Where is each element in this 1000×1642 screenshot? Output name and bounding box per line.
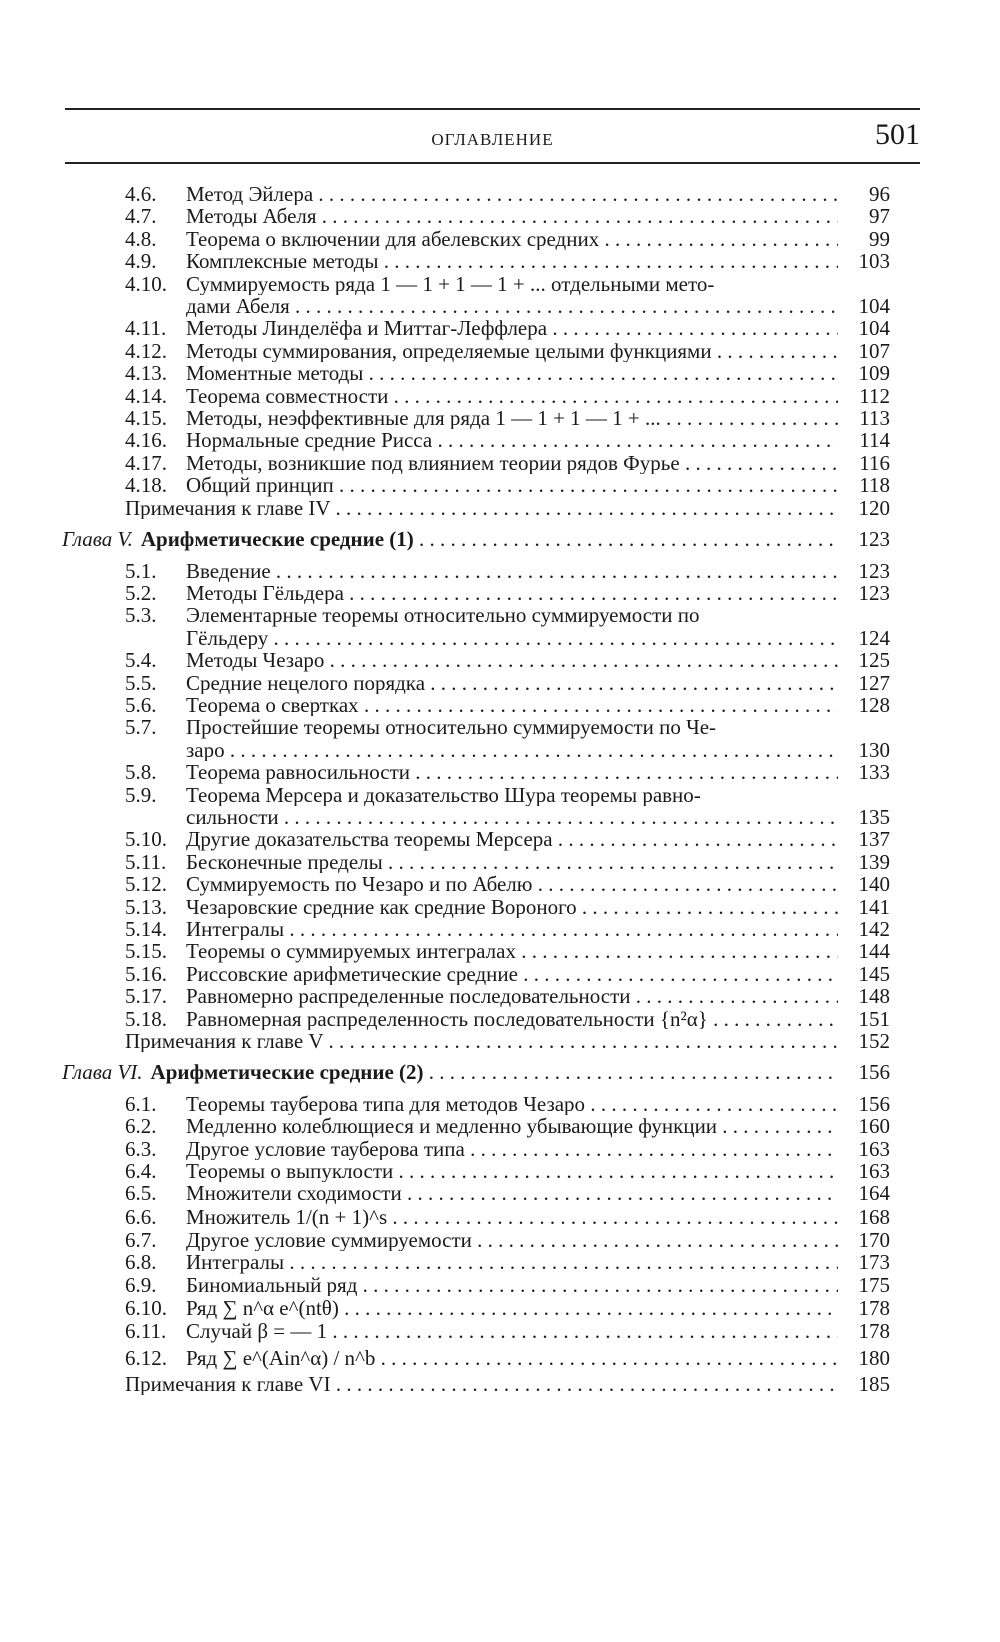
toc-notes-entry <box>125 497 890 519</box>
toc-entry <box>125 1115 890 1137</box>
toc-entry <box>125 896 890 918</box>
section-number: 4.9. <box>125 249 157 274</box>
toc-entry <box>125 407 890 429</box>
page-ref: 96 <box>869 182 890 206</box>
section-number: 5.10. <box>125 827 167 852</box>
section-title: Случай β = — 1 . . . <box>186 1320 838 1342</box>
section-title: Моментные методы . . . <box>186 362 838 384</box>
page-ref: 125 <box>858 648 890 673</box>
section-title: Простейшие теоремы относительно суммируемости по Че- <box>186 716 717 739</box>
section-number: 5.9. <box>125 782 157 807</box>
toc-entry <box>125 1205 890 1229</box>
page-ref: 135 <box>858 804 890 829</box>
toc-entry <box>125 474 890 496</box>
chapter-label: Глава VI. <box>62 1061 143 1084</box>
section-number: 5.5. <box>125 670 157 695</box>
toc-entry <box>125 739 890 761</box>
section-number: 6.1. <box>125 1091 157 1116</box>
section-number: 4.12. <box>125 338 167 363</box>
section-number: 6.9. <box>125 1272 157 1297</box>
section-number: 6.7. <box>125 1227 157 1252</box>
toc-entry <box>125 385 890 407</box>
section-number: 5.7. <box>125 715 157 740</box>
section-number: 6.3. <box>125 1136 157 1161</box>
section-number: 4.11. <box>125 316 167 341</box>
page-ref: 142 <box>858 917 890 941</box>
toc-entry <box>125 1229 890 1251</box>
toc-entry <box>125 429 890 451</box>
toc-entry <box>125 1320 890 1342</box>
toc-entry <box>125 1160 890 1182</box>
page-ref: 109 <box>858 361 890 386</box>
header-title: ОГЛАВЛЕНИЕ <box>431 130 554 149</box>
section-title: Чезаровские средние как средние Вороного . . . <box>186 896 838 918</box>
section-title: Теорема совместности . . . <box>186 385 838 407</box>
section-number: 4.7. <box>125 204 157 229</box>
toc-entry <box>125 672 890 694</box>
toc-entry <box>125 1296 890 1320</box>
section-number: 5.13. <box>125 894 167 919</box>
section-number: 4.10. <box>125 271 167 296</box>
toc-entry <box>125 1251 890 1273</box>
section-number: 6.8. <box>125 1250 157 1275</box>
toc-entry <box>125 828 890 850</box>
page-ref: 178 <box>858 1296 890 1321</box>
page-ref: 141 <box>858 894 890 919</box>
page-ref: 113 <box>859 406 890 431</box>
page-ref: 123 <box>858 527 890 552</box>
section-title: Примечания к главе IV . . . <box>125 497 838 519</box>
section-number: 5.12. <box>125 872 167 897</box>
section-number: 6.4. <box>125 1159 157 1184</box>
page-ref: 160 <box>858 1114 890 1139</box>
section-title: Интегралы . . . <box>186 918 838 940</box>
section-title: заро . . . <box>186 739 838 761</box>
page-ref: 152 <box>858 1029 890 1054</box>
section-title: Комплексные методы . . . <box>186 250 838 272</box>
page-ref: 175 <box>858 1272 890 1297</box>
section-title: Ряд ∑ e^(Ain^α) / n^b . . . <box>186 1343 838 1373</box>
page-ref: 123 <box>858 580 890 605</box>
page-ref: 116 <box>859 450 890 475</box>
toc-entry <box>125 250 890 272</box>
running-header <box>65 118 920 164</box>
section-title: сильности . . . <box>186 806 838 828</box>
section-title: Введение . . . <box>186 560 838 582</box>
page-ref: 99 <box>869 226 890 251</box>
page-ref: 180 <box>858 1345 890 1370</box>
page-ref: 140 <box>858 872 890 897</box>
page-ref: 139 <box>858 849 890 874</box>
toc-entry <box>125 1008 890 1030</box>
section-number: 4.8. <box>125 226 157 251</box>
section-title: Методы Линделёфа и Миттаг-Леффлера . . . <box>186 317 838 339</box>
table-of-contents <box>62 182 890 1396</box>
toc-entry <box>125 873 890 895</box>
section-title: Ряд ∑ n^α e^(ntθ) . . . <box>186 1296 838 1320</box>
toc-entry <box>125 1274 890 1296</box>
page-ref: 178 <box>858 1319 890 1344</box>
toc-entry <box>125 806 890 828</box>
page-ref: 156 <box>858 1060 890 1085</box>
page-ref: 148 <box>858 984 890 1009</box>
section-title: Методы, неэффективные для ряда 1 — 1 + 1 — 1 + ... . . . <box>186 407 838 429</box>
section-title: Множитель 1/(n + 1)^s . . . <box>186 1205 838 1229</box>
toc-entry <box>125 205 890 227</box>
toc-entry <box>125 649 890 671</box>
section-title: Методы Чезаро . . . <box>186 649 838 671</box>
page-ref: 173 <box>858 1250 890 1275</box>
page-ref: 133 <box>858 760 890 785</box>
toc-entry <box>125 183 890 205</box>
toc-chapter-heading <box>62 1061 890 1083</box>
page-ref: 151 <box>858 1006 890 1031</box>
page-ref: 145 <box>858 961 890 986</box>
section-title: Риссовские арифметические средние . . . <box>186 963 838 985</box>
section-number: 4.13. <box>125 361 167 386</box>
toc-entry <box>125 627 890 649</box>
section-title: Теорема Мерсера и доказательство Шура теоремы равно- <box>186 783 701 806</box>
toc-entry <box>125 963 890 985</box>
section-title: Равномерно распределенные последовательности . . . <box>186 985 838 1007</box>
section-title: Медленно колеблющиеся и медленно убывающие функции . . . <box>186 1115 838 1137</box>
section-title: Методы Абеля . . . <box>186 205 838 227</box>
section-number: 6.2. <box>125 1114 157 1139</box>
toc-entry <box>125 985 890 1007</box>
section-title: Интегралы . . . <box>186 1251 838 1273</box>
section-title: Суммируемость по Чезаро и по Абелю . . . <box>186 873 838 895</box>
section-title: Другое условие тауберова типа . . . <box>186 1138 838 1160</box>
page-ref: 120 <box>858 495 890 520</box>
section-title: Общий принцип . . . <box>186 474 838 496</box>
section-title: Теоремы о суммируемых интегралах . . . <box>186 940 838 962</box>
toc-entry <box>125 1182 890 1204</box>
toc-entry <box>125 694 890 716</box>
section-title: Примечания к главе V . . . <box>125 1030 838 1052</box>
section-title: Примечания к главе VI . . . <box>125 1373 838 1395</box>
page-ref: 104 <box>858 316 890 341</box>
section-number: 6.10. <box>125 1296 167 1321</box>
page-ref: 185 <box>858 1371 890 1396</box>
page-number: 501 <box>875 118 920 151</box>
section-title: Гёльдеру . . . <box>186 627 838 649</box>
toc-entry <box>125 560 890 582</box>
page-ref: 112 <box>859 383 890 408</box>
section-number: 6.6. <box>125 1204 157 1229</box>
section-title: дами Абеля . . . <box>186 295 838 317</box>
page-ref: 156 <box>858 1091 890 1116</box>
section-title: Элементарные теоремы относительно суммируемости по <box>186 604 700 627</box>
section-number: 4.18. <box>125 473 167 498</box>
section-title: Теорема равносильности . . . <box>186 761 838 783</box>
section-title: Метод Эйлера . . . <box>186 183 838 205</box>
page-ref: 144 <box>858 939 890 964</box>
page-ref: 114 <box>859 428 890 453</box>
toc-entry <box>125 582 890 604</box>
toc-entry <box>125 761 890 783</box>
section-title: Равномерная распределенность последовательности {n²α} . . . <box>186 1008 838 1030</box>
toc-entry <box>125 228 890 250</box>
chapter-title: Арифметические средние (1) <box>140 528 414 551</box>
toc-entry <box>125 1093 890 1115</box>
section-title: Бесконечные пределы . . . <box>186 851 838 873</box>
section-title: Биномиальный ряд . . . <box>186 1274 838 1296</box>
toc-entry <box>125 1343 890 1373</box>
section-number: 4.6. <box>125 182 157 206</box>
section-number: 6.12. <box>125 1345 167 1370</box>
page-ref: 170 <box>858 1227 890 1252</box>
toc-entry <box>125 362 890 384</box>
page-ref: 163 <box>858 1136 890 1161</box>
toc-notes-entry <box>125 1030 890 1052</box>
section-number: 5.15. <box>125 939 167 964</box>
section-number: 4.16. <box>125 428 167 453</box>
section-number: 5.8. <box>125 760 157 785</box>
section-number: 5.17. <box>125 984 167 1009</box>
section-number: 5.2. <box>125 580 157 605</box>
section-title: Методы Гёльдера . . . <box>186 582 838 604</box>
toc-entry <box>125 851 890 873</box>
page-ref: 164 <box>858 1181 890 1206</box>
section-title: Теорема о включении для абелевских средних . . . <box>186 228 838 250</box>
section-title: Другое условие суммируемости . . . <box>186 1229 838 1251</box>
top-rule <box>65 108 920 110</box>
toc-entry <box>125 295 890 317</box>
toc-entry <box>125 918 890 940</box>
page-ref: 107 <box>858 338 890 363</box>
section-title: Методы, возникшие под влиянием теории рядов Фурье . . . <box>186 452 838 474</box>
page-ref: 103 <box>858 249 890 274</box>
section-number: 5.1. <box>125 558 157 583</box>
section-title: Нормальные средние Рисса . . . <box>186 429 838 451</box>
section-title: Методы суммирования, определяемые целыми функциями . . . <box>186 340 838 362</box>
page-ref: 104 <box>858 294 890 319</box>
toc-notes-entry <box>125 1373 890 1395</box>
page-ref: 118 <box>859 473 890 498</box>
chapter-label: Глава V. <box>62 528 133 551</box>
chapter-title-line <box>62 528 838 550</box>
chapter-title-line <box>62 1061 838 1083</box>
section-number: 5.14. <box>125 917 167 941</box>
section-title: Множители сходимости . . . <box>186 1182 838 1204</box>
toc-entry <box>125 784 890 806</box>
section-title: Теоремы тауберова типа для методов Чезаро . . . <box>186 1093 838 1115</box>
page-ref: 124 <box>858 625 890 650</box>
toc-entry <box>125 340 890 362</box>
chapter-title: Арифметические средние (2) <box>150 1061 424 1084</box>
toc-entry <box>125 1138 890 1160</box>
toc-entry <box>125 273 890 295</box>
toc-entry <box>125 716 890 738</box>
toc-entry <box>125 317 890 339</box>
section-number: 6.5. <box>125 1181 157 1206</box>
section-number: 5.11. <box>125 849 167 874</box>
section-number: 5.4. <box>125 648 157 673</box>
page-ref: 163 <box>858 1159 890 1184</box>
section-number: 5.16. <box>125 961 167 986</box>
toc-entry <box>125 452 890 474</box>
page-ref: 123 <box>858 558 890 583</box>
section-title: Суммируемость ряда 1 — 1 + 1 — 1 + ... отдельными мето- <box>186 272 715 296</box>
toc-entry <box>125 604 890 626</box>
page-ref: 97 <box>869 204 890 229</box>
page-ref: 130 <box>858 737 890 762</box>
toc-entry <box>125 940 890 962</box>
section-number: 4.15. <box>125 406 167 431</box>
section-number: 5.18. <box>125 1006 167 1031</box>
section-number: 6.11. <box>125 1319 167 1344</box>
page-ref: 127 <box>858 670 890 695</box>
section-title: Другие доказательства теоремы Мерсера . . . <box>186 828 838 850</box>
page-ref: 137 <box>858 827 890 852</box>
section-title: Теоремы о выпуклости . . . <box>186 1160 838 1182</box>
toc-chapter-heading <box>62 528 890 550</box>
section-number: 4.17. <box>125 450 167 475</box>
page-ref: 128 <box>858 692 890 717</box>
section-number: 5.3. <box>125 603 157 628</box>
section-number: 4.14. <box>125 383 167 408</box>
section-title: Средние нецелого порядка . . . <box>186 672 838 694</box>
page-ref: 168 <box>858 1204 890 1229</box>
section-title: Теорема о свертках . . . <box>186 694 838 716</box>
section-number: 5.6. <box>125 692 157 717</box>
